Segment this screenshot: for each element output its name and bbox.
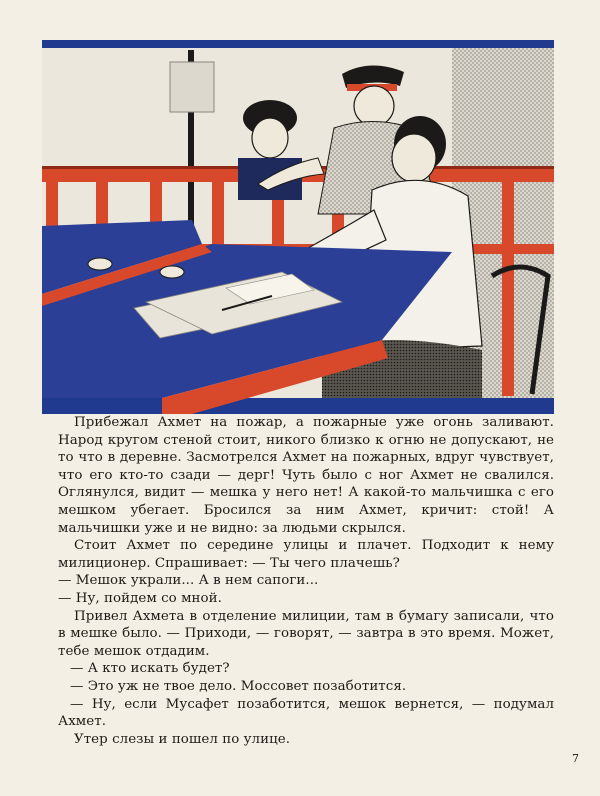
text-line: Привел Ахмета в отделение милиции, там в бумагу записали, что	[74, 608, 554, 624]
paragraph-1	[58, 414, 554, 537]
text-line: мешок отдадим.	[93, 643, 210, 659]
text-line: милиционер. Спрашивает: — Ты чего плачешь?	[58, 555, 400, 571]
text-line: Прибежал Ахмет на пожар, а пожарные уже огонь заливают.	[74, 415, 554, 430]
dialogue-line-1: — Мешок украли... А в нем сапоги...	[58, 573, 319, 589]
text-line: уже и не видно: за людьми скрылся.	[144, 520, 406, 536]
story-text	[58, 414, 554, 748]
text-line: в мешке было. — Приходи, — говорят, — завтра в это время. Может, тебе	[58, 626, 554, 659]
text-line: Народ кругом стеной стоит, никого близко к огню не допускают,	[58, 432, 533, 448]
dialogue-line-5: — Ну, если Мусафет позаботится, мешок вернется, — подумал Ахмет.	[58, 696, 554, 730]
text-line: Стоит Ахмет по середине улицы и плачет. Подходит к нему	[74, 538, 554, 554]
dialogue-line-3: — А кто искать будет?	[70, 661, 230, 677]
paragraph-3	[58, 608, 554, 661]
illustration-police-station-icon	[42, 40, 554, 414]
illustration	[42, 40, 554, 414]
text-line: мешком убегает. Бросился за ним Ахмет, кричит: стой! А мальчишки	[58, 502, 554, 536]
dialogue-line-2: — Ну, пойдем со мной.	[58, 590, 222, 606]
paragraph-2	[58, 537, 554, 572]
paragraph-4: Утер слезы и пошел по улице.	[74, 731, 291, 747]
dialogue-line-4: — Это уж не твое дело. Моссовет позаботится.	[70, 678, 407, 694]
text-line: что его кто-то сзади — дерг! Чуть было с ног Ахмет не свалился.	[58, 467, 554, 483]
text-line: Оглянулся, видит — мешка у него нет! А какой-то мальчишка с его	[58, 485, 554, 501]
text-line: не то что в деревне. Засмотрелся Ахмет на пожарных, вдруг чувствует,	[58, 432, 555, 466]
page-number: 7	[572, 752, 579, 765]
